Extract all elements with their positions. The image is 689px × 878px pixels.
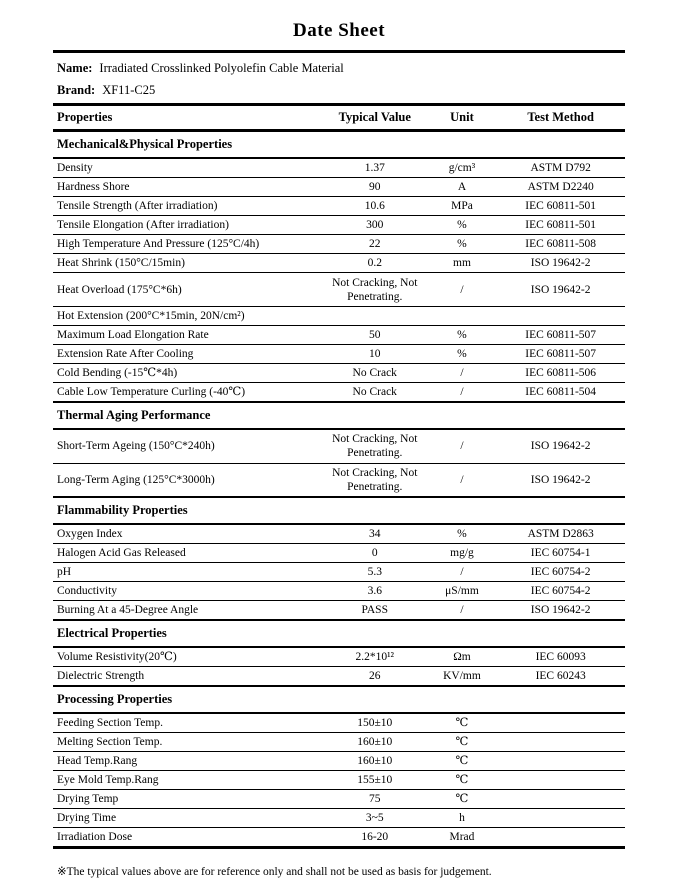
table-row — [53, 158, 625, 178]
table-row — [53, 544, 625, 563]
brand-label: Brand: — [57, 83, 96, 97]
method-cell — [496, 307, 625, 326]
table-row — [53, 809, 625, 828]
method-cell — [496, 733, 625, 752]
unit-cell: / — [428, 463, 497, 497]
method-cell — [496, 790, 625, 809]
value-cell: 90 — [322, 178, 428, 197]
section-title: Flammability Properties — [53, 497, 625, 524]
property-cell: Tensile Strength (After irradiation) — [53, 197, 322, 216]
section-title: Processing Properties — [53, 686, 625, 713]
value-cell: 26 — [322, 667, 428, 687]
method-cell: IEC 60243 — [496, 667, 625, 687]
table-row — [53, 647, 625, 667]
unit-cell: / — [428, 429, 497, 463]
table-row — [53, 178, 625, 197]
column-header-typical-value: Typical Value — [322, 105, 428, 131]
name-value: Irradiated Crosslinked Polyolefin Cable Material — [99, 61, 344, 75]
method-cell: ISO 19642-2 — [496, 429, 625, 463]
table-row — [53, 563, 625, 582]
unit-cell: % — [428, 345, 497, 364]
table-row — [53, 667, 625, 687]
method-cell: ISO 19642-2 — [496, 254, 625, 273]
properties-table — [53, 103, 625, 849]
column-header-unit: Unit — [428, 105, 497, 131]
unit-cell: Mrad — [428, 828, 497, 848]
unit-cell: % — [428, 216, 497, 235]
section-header-row — [53, 686, 625, 713]
table-row — [53, 326, 625, 345]
column-header-properties: Properties — [53, 105, 322, 131]
property-cell: Extension Rate After Cooling — [53, 345, 322, 364]
table-row — [53, 713, 625, 733]
unit-cell: g/cm³ — [428, 158, 497, 178]
value-cell: 3.6 — [322, 582, 428, 601]
table-row — [53, 463, 625, 497]
property-cell: Drying Time — [53, 809, 322, 828]
table-row — [53, 216, 625, 235]
table-row — [53, 254, 625, 273]
method-cell: IEC 60093 — [496, 647, 625, 667]
section-header-row — [53, 402, 625, 429]
table-header-row — [53, 105, 625, 131]
method-cell: IEC 60754-1 — [496, 544, 625, 563]
unit-cell: / — [428, 383, 497, 403]
table-row — [53, 345, 625, 364]
method-cell: IEC 60811-501 — [496, 216, 625, 235]
material-name-line — [57, 57, 625, 79]
method-cell — [496, 809, 625, 828]
property-cell: High Temperature And Pressure (125°C/4h) — [53, 235, 322, 254]
unit-cell: ℃ — [428, 713, 497, 733]
unit-cell: / — [428, 364, 497, 383]
property-cell: Cable Low Temperature Curling (-40℃) — [53, 383, 322, 403]
method-cell: ASTM D792 — [496, 158, 625, 178]
property-cell: Burning At a 45-Degree Angle — [53, 601, 322, 621]
value-cell: No Crack — [322, 383, 428, 403]
method-cell: IEC 60754-2 — [496, 582, 625, 601]
value-cell: 155±10 — [322, 771, 428, 790]
table-row — [53, 582, 625, 601]
section-header-row — [53, 620, 625, 647]
property-cell: Tensile Elongation (After irradiation) — [53, 216, 322, 235]
method-cell: IEC 60754-2 — [496, 563, 625, 582]
section-header-row — [53, 131, 625, 159]
method-cell — [496, 713, 625, 733]
section-header-row — [53, 497, 625, 524]
property-cell: Melting Section Temp. — [53, 733, 322, 752]
footnote: ※The typical values above are for reference only and shall not be used as basis for judgement. — [57, 866, 492, 878]
method-cell: ISO 19642-2 — [496, 463, 625, 497]
property-cell: Density — [53, 158, 322, 178]
value-cell: 2.2*10¹² — [322, 647, 428, 667]
property-cell: Hot Extension (200°C*15min, 20N/cm²) — [53, 307, 322, 326]
property-cell: Cold Bending (-15℃*4h) — [53, 364, 322, 383]
value-cell: Not Cracking, Not Penetrating. — [322, 429, 428, 463]
value-cell: 22 — [322, 235, 428, 254]
value-cell: Not Cracking, Not Penetrating. — [322, 463, 428, 497]
table-row — [53, 752, 625, 771]
property-cell: Feeding Section Temp. — [53, 713, 322, 733]
method-cell: IEC 60811-501 — [496, 197, 625, 216]
table-row — [53, 601, 625, 621]
unit-cell: A — [428, 178, 497, 197]
value-cell: 10.6 — [322, 197, 428, 216]
value-cell: 160±10 — [322, 733, 428, 752]
property-cell: Irradiation Dose — [53, 828, 322, 848]
value-cell: 1.37 — [322, 158, 428, 178]
unit-cell: % — [428, 524, 497, 544]
unit-cell: / — [428, 563, 497, 582]
method-cell: ASTM D2863 — [496, 524, 625, 544]
value-cell: PASS — [322, 601, 428, 621]
property-cell: Short-Term Ageing (150°C*240h) — [53, 429, 322, 463]
value-cell: 10 — [322, 345, 428, 364]
table-row — [53, 828, 625, 848]
value-cell: 3~5 — [322, 809, 428, 828]
property-cell: Hardness Shore — [53, 178, 322, 197]
property-cell: Heat Overload (175°C*6h) — [53, 273, 322, 307]
method-cell — [496, 752, 625, 771]
value-cell: 50 — [322, 326, 428, 345]
property-cell: Oxygen Index — [53, 524, 322, 544]
method-cell — [496, 828, 625, 848]
table-row — [53, 307, 625, 326]
page-title: Date Sheet — [292, 20, 386, 41]
unit-cell: mg/g — [428, 544, 497, 563]
table-row — [53, 771, 625, 790]
property-cell: Volume Resistivity(20℃) — [53, 647, 322, 667]
property-cell: Heat Shrink (150°C/15min) — [53, 254, 322, 273]
unit-cell: ℃ — [428, 771, 497, 790]
unit-cell: MPa — [428, 197, 497, 216]
brand-line — [57, 79, 625, 101]
method-cell: IEC 60811-508 — [496, 235, 625, 254]
method-cell: IEC 60811-506 — [496, 364, 625, 383]
table-row — [53, 790, 625, 809]
table-row — [53, 235, 625, 254]
value-cell: 160±10 — [322, 752, 428, 771]
name-label: Name: — [57, 61, 93, 75]
table-row — [53, 429, 625, 463]
unit-cell: % — [428, 235, 497, 254]
value-cell: 0 — [322, 544, 428, 563]
section-title: Electrical Properties — [53, 620, 625, 647]
table-row — [53, 383, 625, 403]
property-cell: Head Temp.Rang — [53, 752, 322, 771]
property-cell: Maximum Load Elongation Rate — [53, 326, 322, 345]
table-row — [53, 524, 625, 544]
section-title: Mechanical&Physical Properties — [53, 131, 625, 159]
meta-block — [53, 53, 625, 103]
table-row — [53, 364, 625, 383]
table-row — [53, 733, 625, 752]
value-cell — [322, 307, 428, 326]
unit-cell — [428, 307, 497, 326]
section-title: Thermal Aging Performance — [53, 402, 625, 429]
value-cell: 150±10 — [322, 713, 428, 733]
method-cell: IEC 60811-504 — [496, 383, 625, 403]
value-cell: 34 — [322, 524, 428, 544]
value-cell: Not Cracking, Not Penetrating. — [322, 273, 428, 307]
method-cell: ISO 19642-2 — [496, 273, 625, 307]
unit-cell: μS/mm — [428, 582, 497, 601]
value-cell: 5.3 — [322, 563, 428, 582]
unit-cell: % — [428, 326, 497, 345]
unit-cell: ℃ — [428, 733, 497, 752]
brand-value: XF11-C25 — [102, 83, 156, 97]
method-cell: IEC 60811-507 — [496, 326, 625, 345]
value-cell: 0.2 — [322, 254, 428, 273]
value-cell: No Crack — [322, 364, 428, 383]
unit-cell: ℃ — [428, 790, 497, 809]
unit-cell: / — [428, 601, 497, 621]
table-row — [53, 273, 625, 307]
value-cell: 16-20 — [322, 828, 428, 848]
method-cell — [496, 771, 625, 790]
unit-cell: mm — [428, 254, 497, 273]
property-cell: Conductivity — [53, 582, 322, 601]
property-cell: Eye Mold Temp.Rang — [53, 771, 322, 790]
unit-cell: ℃ — [428, 752, 497, 771]
property-cell: Dielectric Strength — [53, 667, 322, 687]
unit-cell: h — [428, 809, 497, 828]
column-header-test-method: Test Method — [496, 105, 625, 131]
value-cell: 300 — [322, 216, 428, 235]
unit-cell: KV/mm — [428, 667, 497, 687]
method-cell: ISO 19642-2 — [496, 601, 625, 621]
method-cell: IEC 60811-507 — [496, 345, 625, 364]
property-cell: Drying Temp — [53, 790, 322, 809]
property-cell: Halogen Acid Gas Released — [53, 544, 322, 563]
value-cell: 75 — [322, 790, 428, 809]
property-cell: Long-Term Aging (125°C*3000h) — [53, 463, 322, 497]
unit-cell: Ωm — [428, 647, 497, 667]
property-cell: pH — [53, 563, 322, 582]
method-cell: ASTM D2240 — [496, 178, 625, 197]
unit-cell: / — [428, 273, 497, 307]
table-row — [53, 197, 625, 216]
